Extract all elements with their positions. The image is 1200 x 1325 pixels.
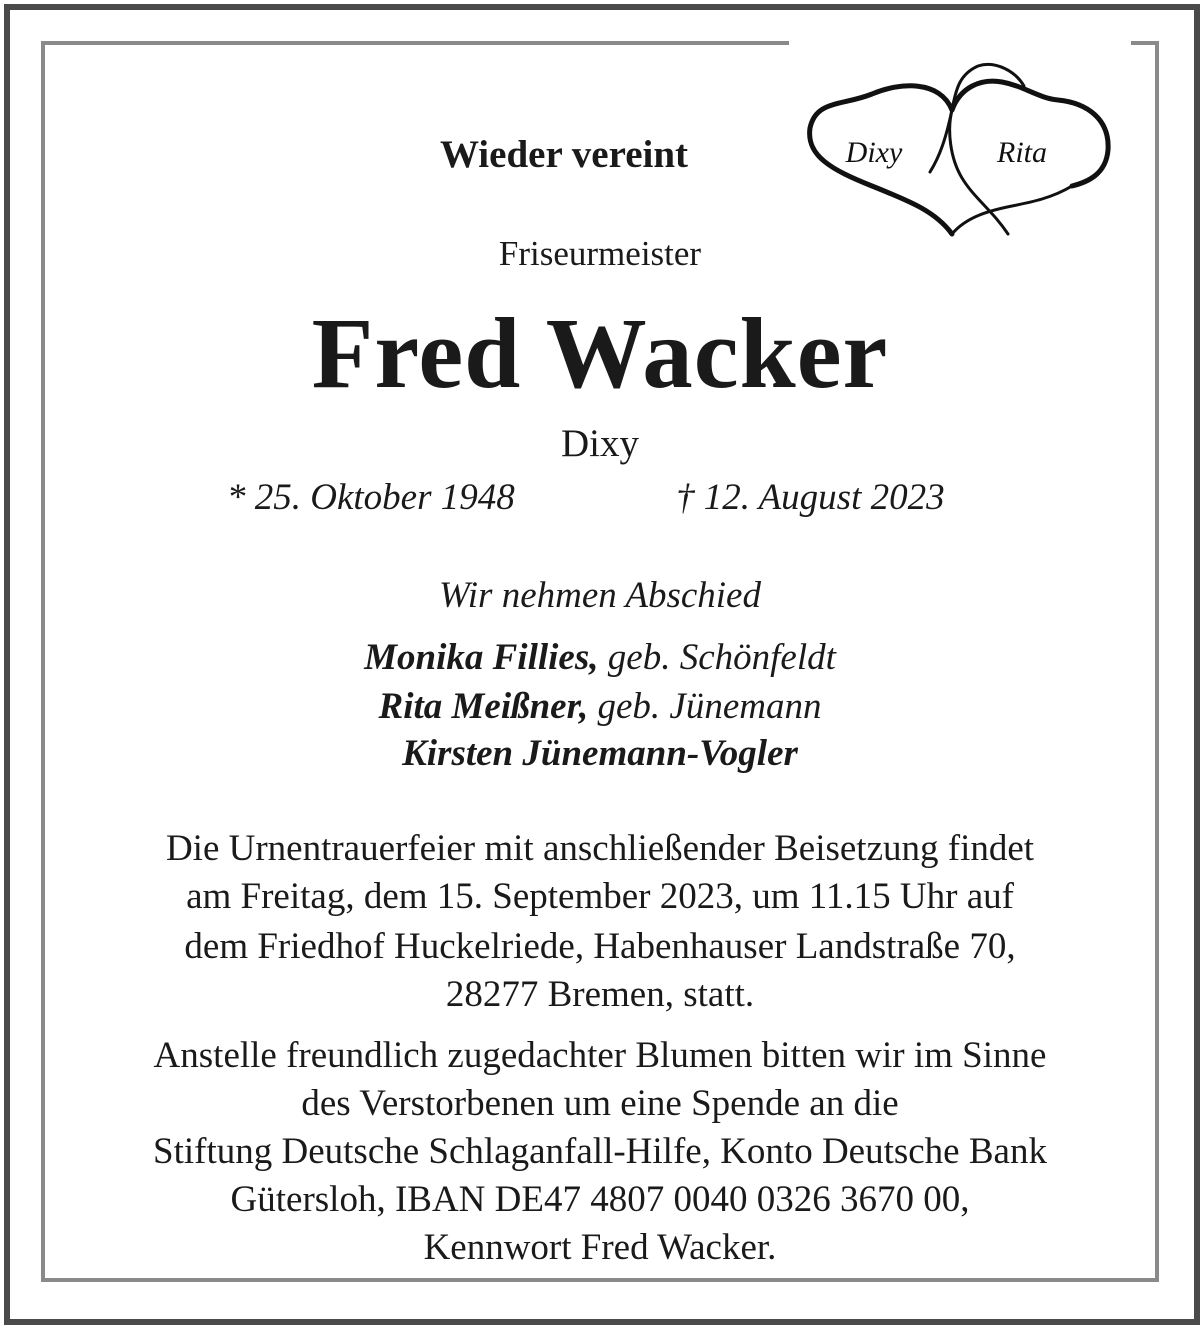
deceased-name: Fred Wacker: [311, 297, 889, 409]
donation-line: des Verstorbenen um eine Spende an die: [301, 1083, 899, 1124]
donation-line: Gütersloh, IBAN DE47 4807 0040 0326 3670 00,: [230, 1179, 970, 1220]
mourner-name: Rita Meißner,: [378, 686, 589, 727]
farewell-line: Wir nehmen Abschied: [439, 575, 761, 616]
death-date: † 12. August 2023: [676, 477, 945, 518]
mourner-line: [0, 688, 1200, 725]
heart-label-right: Rita: [997, 136, 1047, 169]
mourner-note: geb. Schönfeldt: [607, 637, 836, 678]
ceremony-line: am Freitag, dem 15. September 2023, um 11.15 Uhr auf: [186, 876, 1014, 917]
donation-line: Kennwort Fred Wacker.: [423, 1227, 777, 1268]
mourner-line: [0, 639, 1200, 676]
mourner-name: Kirsten Jünemann-Vogler: [402, 733, 798, 774]
deceased-profession: Friseurmeister: [498, 234, 702, 273]
mourner-note: geb. Jünemann: [597, 686, 822, 727]
mourner-line: [0, 735, 1200, 772]
birth-date: * 25. Oktober 1948: [227, 477, 515, 518]
inner-border-bottom: [41, 1278, 1159, 1282]
intertwined-hearts-icon: [802, 58, 1118, 238]
heading-wieder-vereint: Wieder vereint: [440, 133, 689, 176]
inner-border-top-left: [41, 41, 789, 45]
ceremony-line: dem Friedhof Huckelriede, Habenhauser Landstraße 70,: [184, 926, 1016, 967]
deceased-nickname: Dixy: [561, 422, 639, 465]
heart-label-left: Dixy: [845, 136, 903, 169]
donation-line: Stiftung Deutsche Schlaganfall-Hilfe, Konto Deutsche Bank: [153, 1131, 1047, 1172]
ceremony-line: Die Urnentrauerfeier mit anschließender Beisetzung findet: [165, 828, 1035, 869]
donation-line: Anstelle freundlich zugedachter Blumen bitten wir im Sinne: [153, 1035, 1047, 1076]
mourner-name: Monika Fillies,: [364, 637, 599, 678]
ceremony-line: 28277 Bremen, statt.: [445, 974, 755, 1015]
